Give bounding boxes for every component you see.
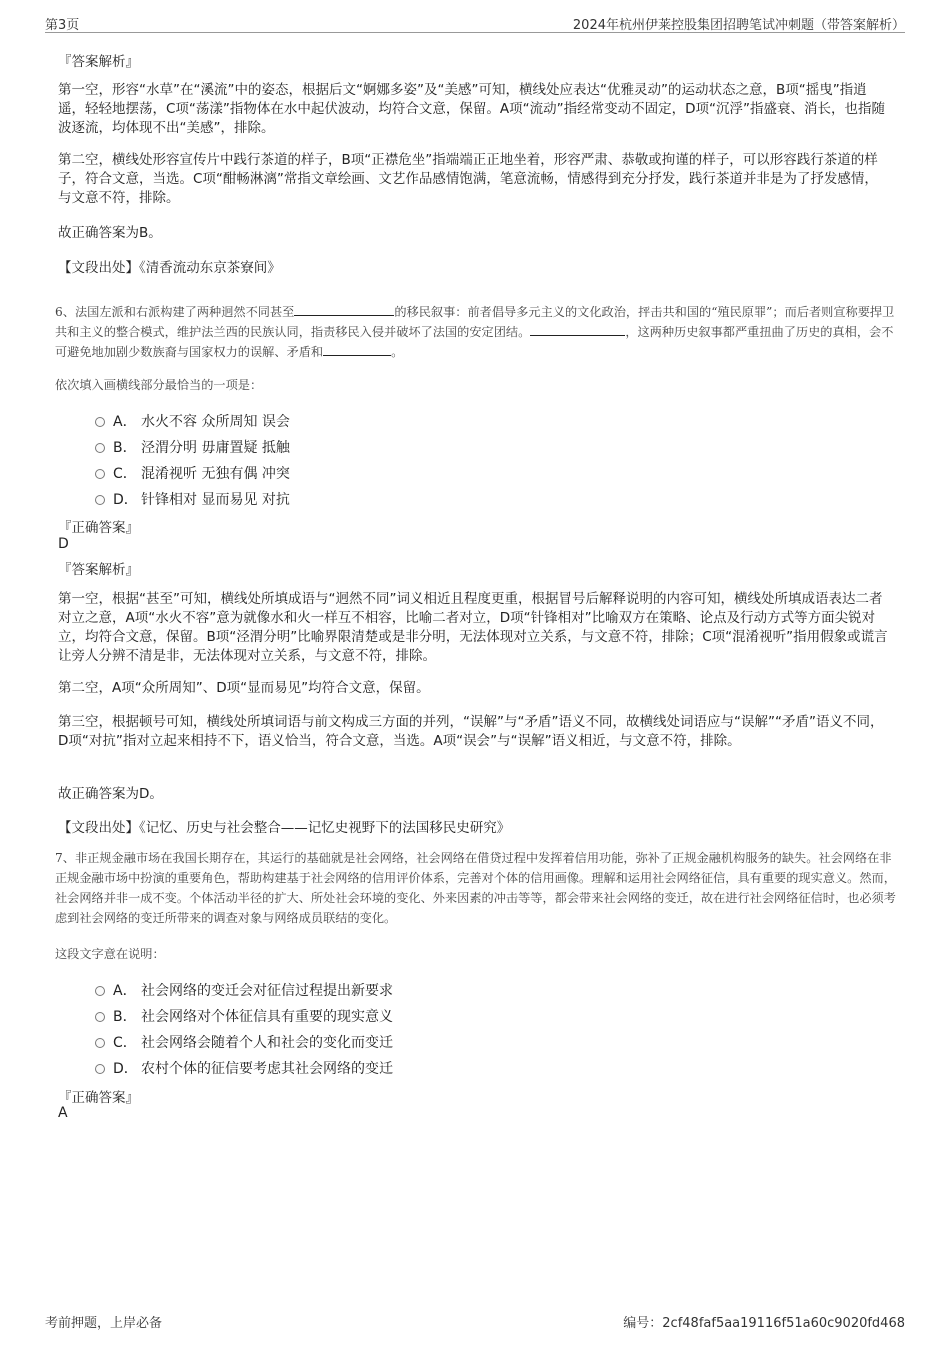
- radio-icon[interactable]: [95, 1012, 105, 1022]
- radio-icon[interactable]: [95, 1038, 105, 1048]
- radio-icon[interactable]: [95, 417, 105, 427]
- q7-correct-answer: A: [58, 1105, 68, 1121]
- q6-option-b[interactable]: B． 泾渭分明 毋庸置疑 抵触: [95, 437, 290, 457]
- q6-stem: 6、法国左派和右派构建了两种迥然不同甚至 的移民叙事：前者倡导多元主义的文化政治，抨击共和国的“殖民原罪”；而后者则宣称要捍卫共和主义的整合模式，维护法兰西的民族认同，指责移民入侵并破坏了法国的安定团结。 ，这两种历史叙事都严重扭曲了历史的真相，会不可避免地加剧少数族裔与国家权力的误解、矛盾和 。: [55, 305, 895, 359]
- q6-analysis-p1: 第一空，根据“甚至”可知，横线处所填成语与“迥然不同”词义相近且程度更重，根据冒号后解释说明的内容可知，横线处所填成语表达二者对立之意，A项“水火不容”意为就像水和火一样互不相容，比喻二者对立，D项“针锋相对”比喻双方在策略、论点及行动方式等方面尖锐对立，均符合文意，保留。B项“泾渭分明”比喻界限清楚或是非分明，无法体现对立关系，与文意不符，排除；C项“混淆视听”指用假象或谎言让旁人分辨不清是非，无法体现对立关系，与文意不符，排除。: [58, 591, 888, 664]
- q5-source: 【文段出处】《清香流动东京茶寮间》: [58, 260, 281, 276]
- radio-icon[interactable]: [95, 1064, 105, 1074]
- q6-analysis-p2: 第二空，A项“众所周知”、D项“显而易见”均符合文意，保留。: [58, 680, 430, 696]
- q6-conclusion: 故正确答案为D。: [58, 786, 163, 802]
- footer-serial: 编号：2cf48faf5aa19116f51a60c9020fd468: [623, 1316, 905, 1331]
- q6-blank-3: [323, 343, 391, 356]
- page-header: [45, 10, 905, 33]
- q6-analysis-label: 『答案解析』: [58, 562, 139, 578]
- q6-source: 【文段出处】《记忆、历史与社会整合——记忆史视野下的法国移民史研究》: [58, 820, 511, 836]
- q6-prompt: 依次填入画横线部分最恰当的一项是：: [55, 378, 263, 392]
- q6-correct-answer: D: [58, 536, 69, 552]
- q7-option-b[interactable]: B． 社会网络对个体征信具有重要的现实意义: [95, 1006, 393, 1026]
- page-number: 第3页: [45, 18, 80, 33]
- q5-analysis-p1: 第一空，形容“水草”在“溪流”中的姿态，根据后文“婀娜多姿”及“美感”可知，横线处应表达“优雅灵动”的运动状态之意，B项“摇曳”指逍遥，轻轻地摆荡，C项“荡漾”指物体在水中起伏波动，均符合文意，保留。A项“流动”指经常变动不固定，D项“沉浮”指盛衰、消长，也指随波逐流，均体现不出“美感”，排除。: [58, 82, 886, 136]
- q6-option-a[interactable]: A． 水火不容 众所周知 误会: [95, 411, 290, 431]
- q5-analysis-label: 『答案解析』: [58, 54, 139, 70]
- q6-blank-1: [294, 303, 394, 316]
- q5-analysis-p2: 第二空，横线处形容宣传片中践行茶道的样子，B项“正襟危坐”指端端正正地坐着，形容严肃、恭敬或拘谨的样子，可以形容践行茶道的样子，符合文意，当选。C项“酣畅淋漓”常指文章绘画、文艺作品感情饱满，笔意流畅，情感得到充分抒发，践行茶道并非是为了抒发感情，与文意不符，排除。: [58, 152, 878, 206]
- q7-option-a[interactable]: A． 社会网络的变迁会对征信过程提出新要求: [95, 980, 393, 1000]
- radio-icon[interactable]: [95, 495, 105, 505]
- footer-slogan: 考前押题，上岸必备: [45, 1316, 163, 1331]
- q6-correct-label: 『正确答案』: [58, 520, 139, 536]
- q6-option-d[interactable]: D． 针锋相对 显而易见 对抗: [95, 489, 290, 509]
- q7-correct-label: 『正确答案』: [58, 1090, 139, 1106]
- document-title: 2024年杭州伊莱控股集团招聘笔试冲刺题（带答案解析）: [572, 18, 905, 33]
- radio-icon[interactable]: [95, 469, 105, 479]
- q6-option-c[interactable]: C． 混淆视听 无独有偶 冲突: [95, 463, 290, 483]
- q6-analysis-p3: 第三空，根据顿号可知，横线处所填词语与前文构成三方面的并列，“误解”与“矛盾”语义不同，故横线处词语应与“误解”“矛盾”语义不同，D项“对抗”指对立起来相持不下，语义恰当，符合文意，当选。A项“误会”与“误解”语义相近，与文意不符，排除。: [58, 714, 884, 749]
- q7-stem: 7、非正规金融市场在我国长期存在，其运行的基础就是社会网络，社会网络在借贷过程中发挥着信用功能，弥补了正规金融机构服务的缺失。社会网络在非正规金融市场中扮演的重要角色，帮助构建基于社会网络的信用评价体系，完善对个体的信用画像。理解和运用社会网络征信，具有重要的现实意义。然而，社会网络并非一成不变。个体活动半径的扩大、所处社会环境的变化、外来因素的冲击等等，都会带来社会网络的变迁，故在进行社会网络征信时，也必须考虑到社会网络的变迁所带来的调查对象与网络成员联结的变化。: [55, 851, 896, 925]
- q7-prompt: 这段文字意在说明：: [55, 947, 165, 961]
- radio-icon[interactable]: [95, 986, 105, 996]
- q6-blank-2: [530, 323, 625, 336]
- q7-option-c[interactable]: C． 社会网络会随着个人和社会的变化而变迁: [95, 1032, 393, 1052]
- radio-icon[interactable]: [95, 443, 105, 453]
- q5-conclusion: 故正确答案为B。: [58, 225, 162, 241]
- q7-option-d[interactable]: D． 农村个体的征信要考虑其社会网络的变迁: [95, 1058, 393, 1078]
